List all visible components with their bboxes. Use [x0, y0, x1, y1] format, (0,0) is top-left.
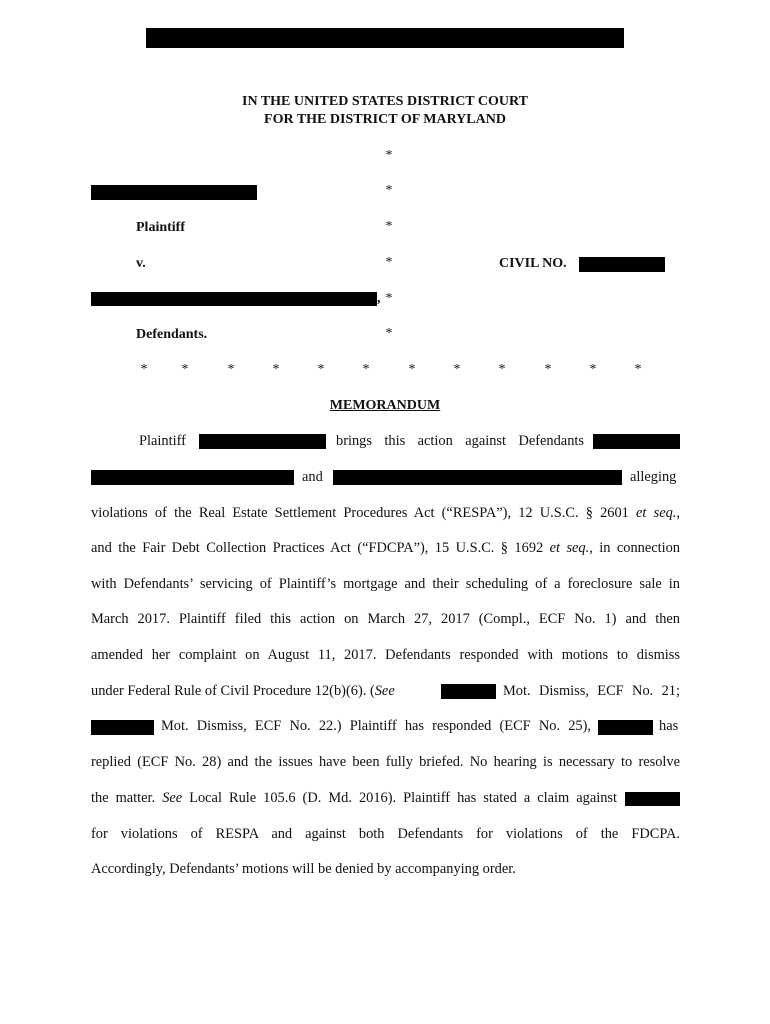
separator-star: * — [227, 362, 235, 377]
body-text: brings this action against Defendants — [336, 433, 584, 449]
body-text: has — [659, 718, 679, 734]
body-text: under Federal Rule of Civil Procedure 12(b)(6). (See — [91, 683, 395, 699]
body-text: Mot. Dismiss, ECF No. 21; — [503, 683, 680, 699]
separator-star: * — [544, 362, 552, 377]
memorandum-title: MEMORANDUM — [329, 398, 441, 413]
body-line: with Defendants’ servicing of Plaintiff’s mortgage and their scheduling of a foreclosure sale in — [91, 576, 680, 592]
separator-star: * — [362, 362, 370, 377]
defendant-2-redaction — [333, 470, 622, 485]
versus-label: v. — [136, 256, 146, 271]
civil-no-redaction — [579, 257, 665, 272]
caption-star: * — [385, 291, 393, 306]
caption-star: * — [385, 255, 393, 270]
separator-star: * — [317, 362, 325, 377]
defendant-1-name-redaction — [91, 470, 294, 485]
court-name: IN THE UNITED STATES DISTRICT COURT — [242, 94, 528, 109]
separator-star: * — [272, 362, 280, 377]
body-line: violations of the Real Estate Settlement Procedures Act (“RESPA”), 12 U.S.C. § 2601 et seq., — [91, 505, 680, 521]
body-line: and the Fair Debt Collection Practices Act (“FDCPA”), 15 U.S.C. § 1692 et seq., in connection — [91, 540, 681, 556]
header-redaction — [146, 28, 624, 48]
body-text: Plaintiff — [139, 433, 186, 449]
separator-star: * — [589, 362, 597, 377]
court-district: FOR THE DISTRICT OF MARYLAND — [264, 112, 506, 127]
caption-star: * — [385, 326, 393, 341]
separator-star: * — [181, 362, 189, 377]
caption-star: * — [385, 148, 393, 163]
body-text: and — [302, 469, 323, 485]
body-text: the matter. See Local Rule 105.6 (D. Md. 2016). Plaintiff has stated a claim against — [91, 790, 618, 806]
defendant-redaction-motion — [91, 720, 154, 735]
defendant-redaction-replied — [598, 720, 653, 735]
caption-star: * — [385, 219, 393, 234]
plaintiff-name-redaction — [91, 185, 257, 200]
separator-star: * — [140, 362, 148, 377]
separator-star: * — [634, 362, 642, 377]
defendants-name-redaction — [91, 292, 377, 306]
separator-star: * — [498, 362, 506, 377]
plaintiff-label: Plaintiff — [136, 220, 185, 235]
body-text: Mot. Dismiss, ECF No. 22.) Plaintiff has responded (ECF No. 25), — [161, 718, 591, 734]
separator-star: * — [408, 362, 416, 377]
civil-no-label: CIVIL NO. — [499, 256, 567, 271]
body-line: amended her complaint on August 11, 2017. Defendants responded with motions to dismiss — [91, 647, 680, 663]
caption-star: * — [385, 183, 393, 198]
defendant-redaction-claim — [625, 792, 680, 806]
plaintiff-redaction — [199, 434, 326, 449]
body-line: for violations of RESPA and against both Defendants for violations of the FDCPA. — [91, 826, 680, 842]
body-line: March 2017. Plaintiff filed this action on March 27, 2017 (Compl., ECF No. 1) and then — [91, 611, 680, 627]
body-line: replied (ECF No. 28) and the issues have been fully briefed. No hearing is necessary to resolve — [91, 754, 680, 770]
defendants-comma: , — [377, 291, 381, 306]
body-text: Accordingly, Defendants’ motions will be denied by accompanying order. — [91, 861, 516, 877]
defendant-1-redaction — [593, 434, 680, 449]
defendants-label: Defendants. — [136, 327, 208, 342]
defendant-redaction-see — [441, 684, 496, 699]
body-text: alleging — [630, 469, 677, 485]
separator-star: * — [453, 362, 461, 377]
